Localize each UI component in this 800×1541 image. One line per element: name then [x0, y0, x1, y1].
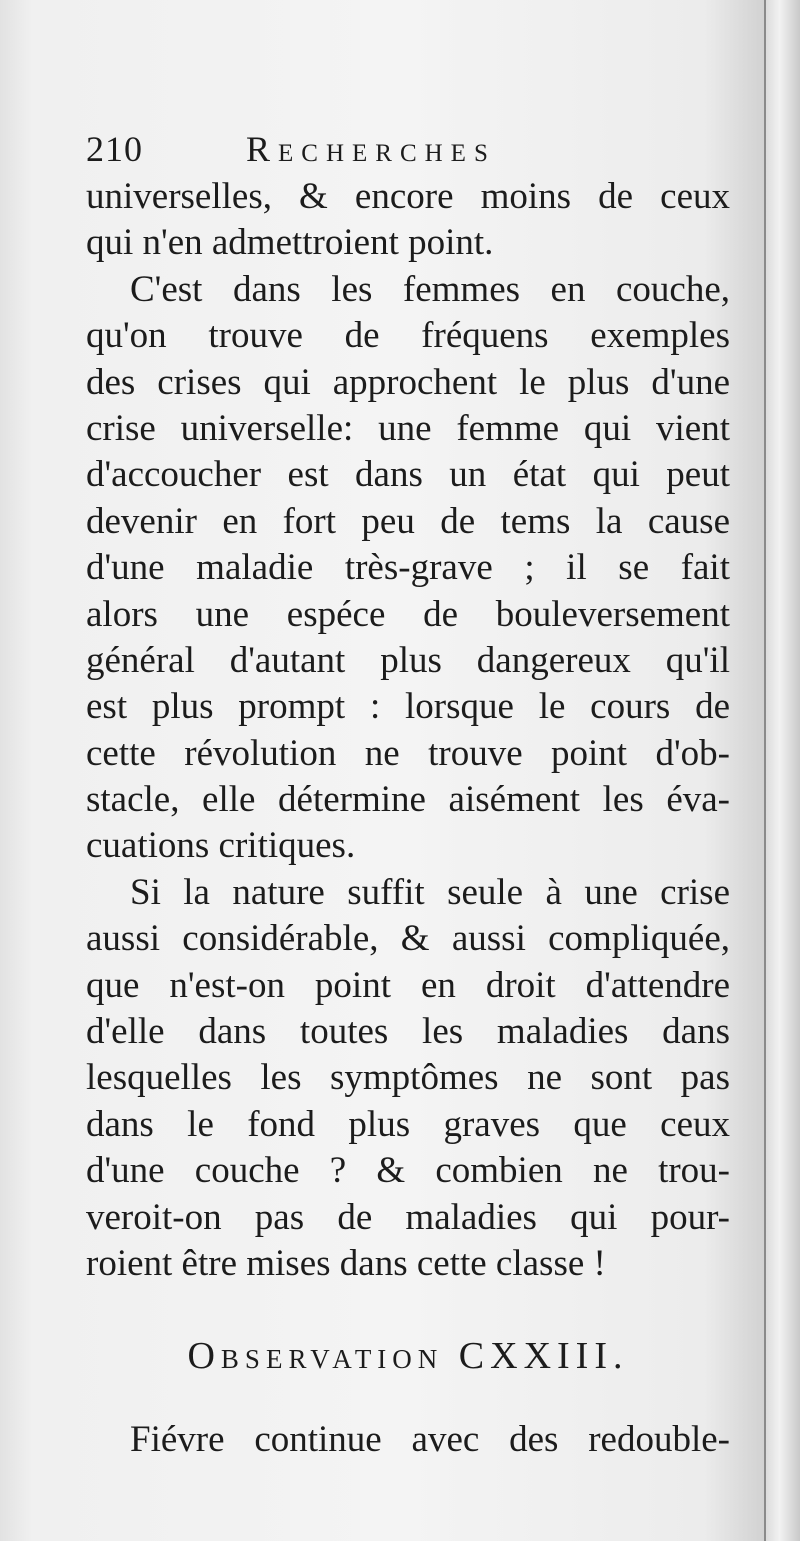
text-line: est plus prompt : lorsque le cours de [86, 686, 730, 728]
text-block [86, 126, 730, 1464]
observation-first-line: Fiévre continue avec des redouble- [130, 1419, 730, 1461]
text-line: alors une espéce de bouleversement [86, 593, 730, 635]
page-number: 210 [86, 129, 143, 169]
text-line: C'est dans les femmes en couche, [130, 268, 730, 310]
text-line: stacle, elle détermine aisément les éva- [86, 779, 730, 821]
text-line: dans le fond plus graves que ceux [86, 1103, 730, 1145]
text-line: d'accoucher est dans un état qui peut [86, 454, 730, 496]
page-header [86, 126, 730, 174]
text-line: général d'autant plus dangereux qu'il [86, 639, 730, 681]
text-line: cette révolution ne trouve point d'ob- [86, 732, 730, 774]
text-line: qui n'en admettroient point. [86, 222, 494, 264]
body-text [86, 174, 730, 1287]
text-line: cuations critiques. [86, 825, 356, 867]
text-line: d'une couche ? & combien ne trou- [86, 1150, 730, 1192]
running-head: Recherches [246, 129, 496, 169]
text-line: roient être mises dans cette classe ! [86, 1242, 606, 1284]
section-gap [86, 1287, 730, 1331]
text-line: que n'est-on point en droit d'attendre [86, 964, 730, 1006]
text-line: Si la nature suffit seule à une crise [130, 871, 730, 913]
text-line: devenir en fort peu de tems la cause [86, 500, 730, 542]
text-line: universelles, & encore moins de ceux [86, 176, 730, 217]
text-line: d'elle dans toutes les maladies dans [86, 1011, 730, 1053]
text-line: crise universelle: une femme qui vient [86, 407, 730, 449]
text-line: veroit-on pas de maladies qui pour- [86, 1196, 730, 1238]
page-gutter [764, 0, 800, 1541]
text-line: qu'on trouve de fréquens exemples [86, 315, 730, 357]
text-line: d'une maladie très-grave ; il se fait [86, 547, 730, 589]
heading-gap [86, 1381, 730, 1417]
text-line: lesquelles les symptômes ne sont pas [86, 1057, 730, 1099]
text-line: des crises qui approchent le plus d'une [86, 361, 730, 403]
text-line: aussi considérable, & aussi compliquée, [86, 918, 730, 960]
observation-heading: Observation CXXIII. [187, 1335, 629, 1378]
